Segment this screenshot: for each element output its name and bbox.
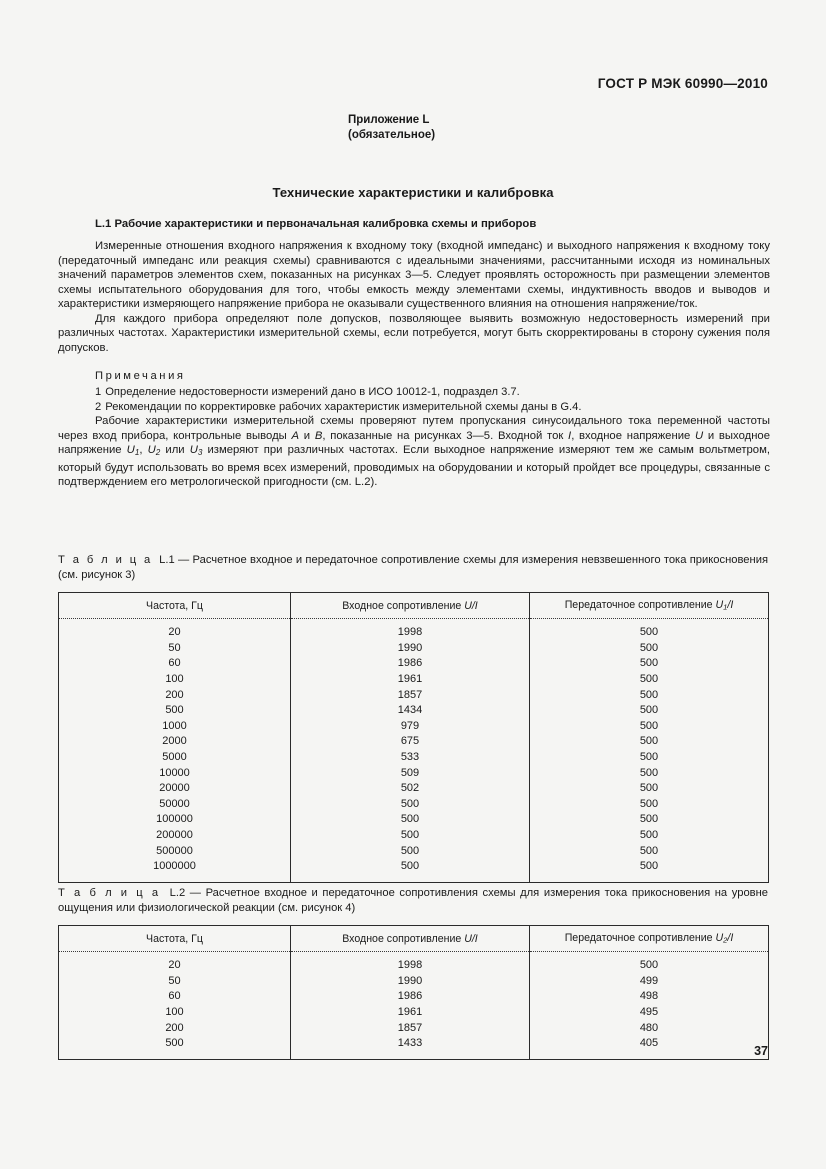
cell-input-impedance: 1433 <box>291 1036 530 1059</box>
cell-frequency: 200 <box>59 1021 291 1037</box>
column-header-frequency: Частота, Гц <box>59 926 291 952</box>
cell-frequency: 100000 <box>59 812 291 828</box>
table-row <box>59 781 769 797</box>
table-row <box>59 989 769 1005</box>
variable-b: B <box>314 429 323 442</box>
cell-transfer-impedance: 500 <box>530 797 769 813</box>
table-l1-caption-number: L.1 <box>159 554 175 566</box>
column-header-frequency: Частота, Гц <box>59 593 291 619</box>
column-header-transfer-impedance <box>530 926 769 952</box>
cell-transfer-impedance: 500 <box>530 844 769 860</box>
table-row <box>59 703 769 719</box>
table-l1 <box>58 592 769 883</box>
table-row <box>59 656 769 672</box>
cell-input-impedance: 979 <box>291 719 530 735</box>
p3-text-1: Рабочие характеристики измерительной схемы проверяют путем пропускания синусоидального тока переменной частоты через вход прибора, контрольные выводы <box>58 415 770 442</box>
cell-transfer-impedance: 500 <box>530 734 769 750</box>
cell-frequency: 500 <box>59 703 291 719</box>
table-l1-caption-label: Т а б л и ц а <box>58 554 153 566</box>
table-row <box>59 766 769 782</box>
paragraph-2: Для каждого прибора определяют поле допусков, позволяющее выявить возможную недостоверность измерений при различных частотах. Характеристики измерительной схемы, если потребуется, могут быть скорректированы в сторону сужения поля допусков. <box>58 312 770 354</box>
cell-frequency: 100 <box>59 1005 291 1021</box>
variable-u2-subscript: 2 <box>155 448 161 458</box>
annex-title: Приложение L <box>348 114 430 126</box>
cell-frequency: 50000 <box>59 797 291 813</box>
note-item <box>95 385 770 400</box>
cell-input-impedance: 509 <box>291 766 530 782</box>
cell-input-impedance: 1857 <box>291 1021 530 1037</box>
table-row <box>59 812 769 828</box>
cell-transfer-impedance: 500 <box>530 641 769 657</box>
cell-frequency: 20000 <box>59 781 291 797</box>
cell-input-impedance: 500 <box>291 828 530 844</box>
cell-frequency: 100 <box>59 672 291 688</box>
p3-text-2: и <box>299 429 315 442</box>
table-row <box>59 952 769 974</box>
cell-transfer-impedance: 498 <box>530 989 769 1005</box>
col-variable-subscript: 1 <box>723 603 728 613</box>
section-heading: L.1 Рабочие характеристики и первоначальная калибровка схемы и приборов <box>95 218 537 230</box>
main-content <box>58 218 770 490</box>
cell-frequency: 50 <box>59 641 291 657</box>
p3-text-7: или <box>160 444 190 457</box>
table-l1-body <box>59 619 769 883</box>
note-text: Определение недостоверности измерений дано в ИСО 10012-1, подраздел 3.7. <box>105 385 520 398</box>
cell-transfer-impedance: 500 <box>530 952 769 974</box>
cell-frequency: 60 <box>59 989 291 1005</box>
variable-u2: U <box>147 444 156 457</box>
cell-input-impedance: 675 <box>291 734 530 750</box>
page-number: 37 <box>754 1044 768 1058</box>
cell-input-impedance: 1998 <box>291 952 530 974</box>
cell-input-impedance: 500 <box>291 812 530 828</box>
cell-frequency: 200 <box>59 688 291 704</box>
notes-block <box>95 369 770 414</box>
col-variable: U <box>715 932 724 945</box>
page-title: Технические характеристики и калибровка <box>272 185 554 200</box>
notes-title: Примечания <box>95 370 186 383</box>
table-header-row <box>59 593 769 619</box>
table-row <box>59 750 769 766</box>
standard-reference-header: ГОСТ Р МЭК 60990—2010 <box>597 76 768 91</box>
cell-input-impedance: 1857 <box>291 688 530 704</box>
column-header-input-impedance <box>291 926 530 952</box>
cell-frequency: 500000 <box>59 844 291 860</box>
cell-frequency: 20 <box>59 619 291 641</box>
annex-subtitle: (обязательное) <box>348 129 436 141</box>
cell-input-impedance: 1986 <box>291 656 530 672</box>
column-header-transfer-impedance <box>530 593 769 619</box>
col-label-text: Входное сопротивление <box>342 599 465 612</box>
variable-u3: U <box>189 444 198 457</box>
table-l2-caption <box>58 886 768 915</box>
cell-input-impedance: 533 <box>291 750 530 766</box>
col-label-text: Передаточное сопротивление <box>564 599 716 612</box>
variable-u1: U <box>126 444 135 457</box>
table-row <box>59 1036 769 1059</box>
cell-transfer-impedance: 500 <box>530 750 769 766</box>
cell-frequency: 2000 <box>59 734 291 750</box>
variable-a: A <box>291 429 300 442</box>
cell-input-impedance: 500 <box>291 844 530 860</box>
cell-transfer-impedance: 500 <box>530 688 769 704</box>
paragraph-3 <box>58 414 770 490</box>
cell-input-impedance: 500 <box>291 797 530 813</box>
cell-frequency: 500 <box>59 1036 291 1059</box>
cell-frequency: 50 <box>59 974 291 990</box>
cell-input-impedance: 1961 <box>291 1005 530 1021</box>
note-number: 2 <box>95 400 102 413</box>
cell-frequency: 1000000 <box>59 859 291 882</box>
cell-input-impedance: 1990 <box>291 641 530 657</box>
cell-input-impedance: 1961 <box>291 672 530 688</box>
column-header-input-impedance <box>291 593 530 619</box>
variable-u: U <box>695 429 704 442</box>
table-l2-caption-text: — Расчетное входное и передаточное сопротивления схемы для измерения тока прикосновения на уровне ощущения или физиологической реакции (см. рисунок 4) <box>58 887 769 914</box>
cell-input-impedance: 1998 <box>291 619 530 641</box>
cell-transfer-impedance: 500 <box>530 656 769 672</box>
table-l1-caption <box>58 553 768 582</box>
cell-input-impedance: 1434 <box>291 703 530 719</box>
cell-transfer-impedance: 500 <box>530 766 769 782</box>
cell-frequency: 20 <box>59 952 291 974</box>
table-row <box>59 1021 769 1037</box>
cell-frequency: 200000 <box>59 828 291 844</box>
cell-transfer-impedance: 500 <box>530 619 769 641</box>
col-variable-post: /I <box>727 932 734 945</box>
cell-input-impedance: 500 <box>291 859 530 882</box>
col-variable: U/I <box>464 932 478 945</box>
variable-u1-subscript: 1 <box>134 448 140 458</box>
col-label-text: Передаточное сопротивление <box>564 932 716 945</box>
table-l2 <box>58 925 769 1060</box>
cell-input-impedance: 1986 <box>291 989 530 1005</box>
table-row <box>59 1005 769 1021</box>
cell-transfer-impedance: 500 <box>530 703 769 719</box>
p3-text-4: , входное напряжение <box>571 429 696 442</box>
table-row <box>59 734 769 750</box>
table-row <box>59 828 769 844</box>
cell-transfer-impedance: 500 <box>530 719 769 735</box>
p3-text-5: и выходное напряжение <box>58 429 771 457</box>
table-row <box>59 688 769 704</box>
table-l1-block <box>58 553 768 883</box>
cell-input-impedance: 502 <box>291 781 530 797</box>
table-l2-block <box>58 886 768 1060</box>
cell-transfer-impedance: 500 <box>530 812 769 828</box>
table-header-row <box>59 926 769 952</box>
cell-frequency: 1000 <box>59 719 291 735</box>
table-row <box>59 672 769 688</box>
table-row <box>59 641 769 657</box>
table-l2-body <box>59 952 769 1060</box>
cell-transfer-impedance: 495 <box>530 1005 769 1021</box>
variable-u3-subscript: 3 <box>197 448 203 458</box>
col-variable: U <box>715 599 724 612</box>
paragraph-1: Измеренные отношения входного напряжения к входному току (входной импеданс) и выходного напряжения к входному току (передаточный импеданс или реакция схемы) сравниваются с идеальными значениями, рассчитанными исходя из номинальных значений параметров элементов схем, показанных на рисунках 3—5. Следует проявлять осторожность при размещении элементов схемы испытательного оборудования для того, чтобы емкость между элементами схемы, индуктивность вводов и выводов и характеристики измеряющего напряжение прибора не оказывали существенного влияния на отношения напряжение/ток. <box>58 240 770 311</box>
cell-input-impedance: 1990 <box>291 974 530 990</box>
cell-transfer-impedance: 500 <box>530 781 769 797</box>
p3-text-8: измеряют при различных частотах. Если выходное напряжение измеряют тем же самым вольтметром, который будут использовать во время всех измерений, проводимых на оборудовании и который пройдет все процедуры, связанные с подтверждением его метрологической пригодности (см. L.2). <box>58 444 770 489</box>
table-l2-caption-number: L.2 <box>169 887 186 899</box>
note-item <box>95 400 770 415</box>
table-l1-caption-text: — Расчетное входное и передаточное сопротивление схемы для измерения невзвешенного тока прикосновения (см. рисунок 3) <box>58 554 769 581</box>
variable-i: I <box>568 429 572 442</box>
col-variable-post: /I <box>727 599 734 612</box>
cell-transfer-impedance: 405 <box>530 1036 769 1059</box>
annex-block <box>348 113 435 143</box>
col-variable-subscript: 2 <box>723 936 728 946</box>
table-row <box>59 797 769 813</box>
cell-frequency: 60 <box>59 656 291 672</box>
note-number: 1 <box>95 385 102 398</box>
table-row <box>59 619 769 641</box>
p3-text-3: , показанные на рисунках 3—5. Входной ток <box>322 429 569 442</box>
cell-transfer-impedance: 480 <box>530 1021 769 1037</box>
col-label-text: Входное сопротивление <box>342 932 465 945</box>
table-row <box>59 844 769 860</box>
cell-transfer-impedance: 499 <box>530 974 769 990</box>
cell-frequency: 5000 <box>59 750 291 766</box>
table-l2-caption-label: Т а б л и ц а <box>58 887 161 899</box>
table-row <box>59 719 769 735</box>
col-variable: U/I <box>464 599 478 612</box>
p3-text-6: , <box>139 444 148 457</box>
note-text: Рекомендации по корректировке рабочих характеристик измерительной схемы даны в G.4. <box>105 400 582 413</box>
table-row <box>59 974 769 990</box>
cell-frequency: 10000 <box>59 766 291 782</box>
cell-transfer-impedance: 500 <box>530 828 769 844</box>
cell-transfer-impedance: 500 <box>530 859 769 882</box>
table-row <box>59 859 769 882</box>
cell-transfer-impedance: 500 <box>530 672 769 688</box>
